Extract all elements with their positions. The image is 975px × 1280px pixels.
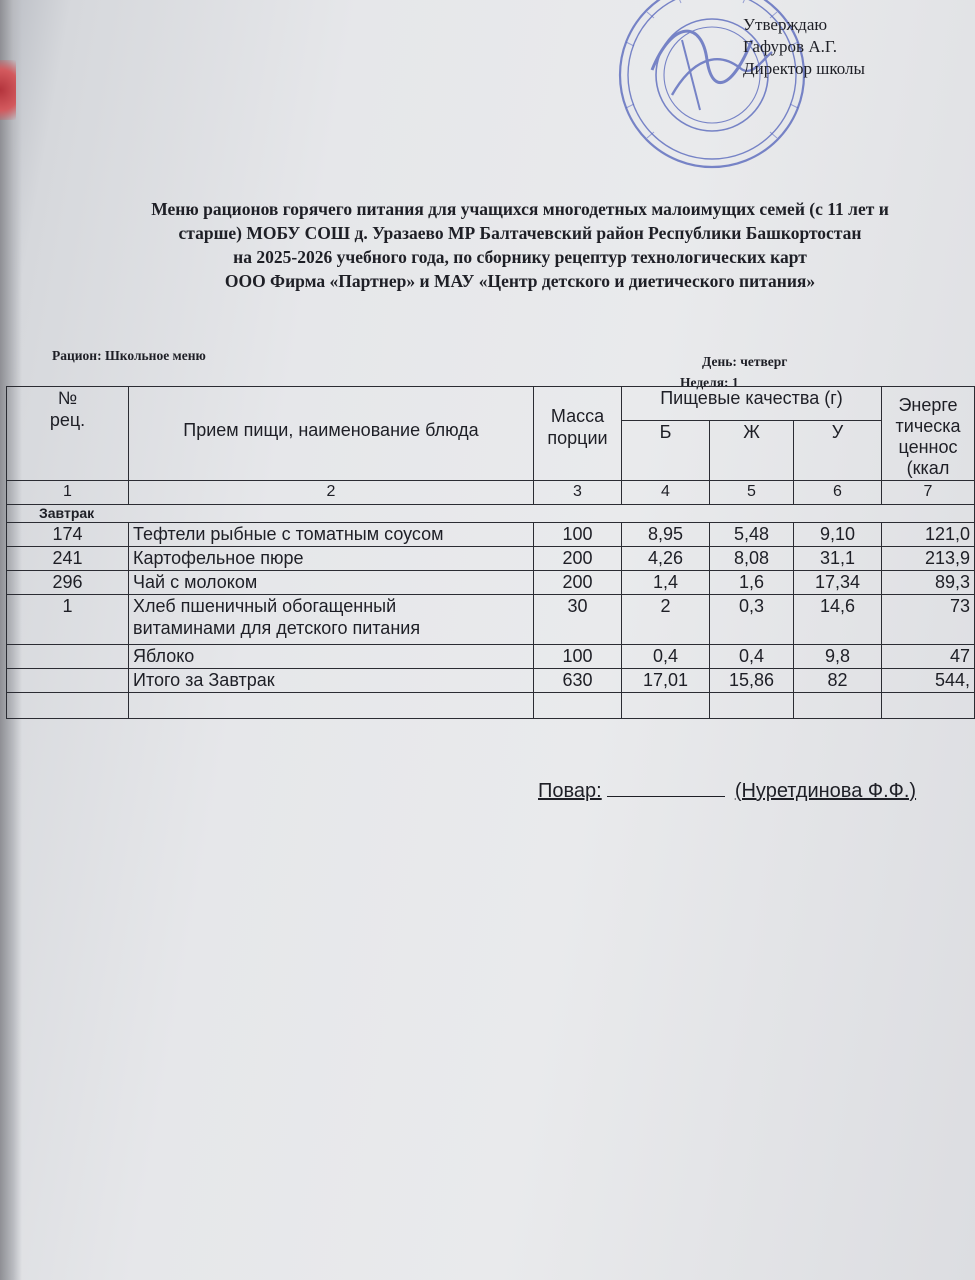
portion-mass: 30 [534,595,622,645]
table-row [7,571,975,595]
fat-value: 0,4 [710,645,794,669]
menu-table [6,386,975,719]
protein-value: 8,95 [622,523,710,547]
table-row [7,595,975,645]
approver-position: Директор школы [743,59,865,78]
energy-value: 213,9 [882,547,975,571]
dish-name: Картофельное пюре [129,547,534,571]
col-number: 6 [794,481,882,505]
energy-value: 89,3 [882,571,975,595]
portion-mass: 100 [534,645,622,669]
document-title [80,197,960,293]
col-number: 4 [622,481,710,505]
approval-block [743,14,865,80]
portion-mass: 100 [534,523,622,547]
cook-name: (Нуретдинова Ф.Ф.) [734,780,917,802]
fat-value: 0,3 [710,595,794,645]
energy-value: 121,0 [882,523,975,547]
col-number: 7 [882,481,975,505]
dish-name: Хлеб пшеничный обогащенный витаминами для детского питания [129,595,534,645]
title-line-1: Меню рационов горячего питания для учащихся многодетных малоимущих семей (с 11 лет и [151,199,889,219]
protein-value: 4,26 [622,547,710,571]
energy-value: 47 [882,645,975,669]
signature-blank [607,778,725,797]
day-label: День: четверг [702,354,788,369]
carbs-value: 17,34 [794,571,882,595]
total-protein: 17,01 [622,669,710,693]
table-row [7,523,975,547]
header-nutrition: Пищевые качества (г) [622,387,882,421]
recipe-number: 296 [7,571,129,595]
recipe-number: 241 [7,547,129,571]
cook-signature-line [538,778,916,803]
title-line-4: ООО Фирма «Партнер» и МАУ «Центр детского и диетического питания» [224,271,816,291]
fat-value: 8,08 [710,547,794,571]
header-recipe-number: № рец. [7,387,129,481]
approver-name: Гафуров А.Г. [743,37,838,56]
header-fat: Ж [710,421,794,481]
total-carbs: 82 [794,669,882,693]
col-number: 1 [7,481,129,505]
col-number: 2 [129,481,534,505]
ration-label: Рацион: Школьное меню [52,348,206,363]
col-number: 3 [534,481,622,505]
carbs-value: 9,10 [794,523,882,547]
protein-value: 2 [622,595,710,645]
total-label: Итого за Завтрак [129,669,534,693]
carbs-value: 14,6 [794,595,882,645]
total-row [7,669,975,693]
carbs-value: 31,1 [794,547,882,571]
week-label: Неделя: 1 [680,375,739,390]
portion-mass: 200 [534,547,622,571]
recipe-number: 1 [7,595,129,645]
protein-value: 0,4 [622,645,710,669]
table-row [7,645,975,669]
background-object [0,60,16,120]
cook-label: Повар: [538,780,602,802]
total-mass: 630 [534,669,622,693]
energy-value: 73 [882,595,975,645]
header-dish: Прием пищи, наименование блюда [129,387,534,481]
dish-name: Чай с молоком [129,571,534,595]
fat-value: 5,48 [710,523,794,547]
total-energy: 544, [882,669,975,693]
empty-row [7,693,975,719]
dish-name: Тефтели рыбные с томатным соусом [129,523,534,547]
col-number: 5 [710,481,794,505]
approval-heading: Утверждаю [743,15,828,34]
header-energy: Энерге тическа ценнос (ккал [882,387,975,481]
dish-name: Яблоко [129,645,534,669]
recipe-number: 174 [7,523,129,547]
recipe-number [7,645,129,669]
section-breakfast: Завтрак [7,505,975,523]
column-numbers-row [7,481,975,505]
carbs-value: 9,8 [794,645,882,669]
protein-value: 1,4 [622,571,710,595]
header-portion-mass: Масса порции [534,387,622,481]
header-protein: Б [622,421,710,481]
title-line-2: старше) МОБУ СОШ д. Уразаево МР Балтачевский район Республики Башкортостан [178,223,862,243]
table-row [7,547,975,571]
portion-mass: 200 [534,571,622,595]
header-carbs: У [794,421,882,481]
title-line-3: на 2025-2026 учебного года, по сборнику рецептур технологических карт [233,247,807,267]
total-fat: 15,86 [710,669,794,693]
fat-value: 1,6 [710,571,794,595]
